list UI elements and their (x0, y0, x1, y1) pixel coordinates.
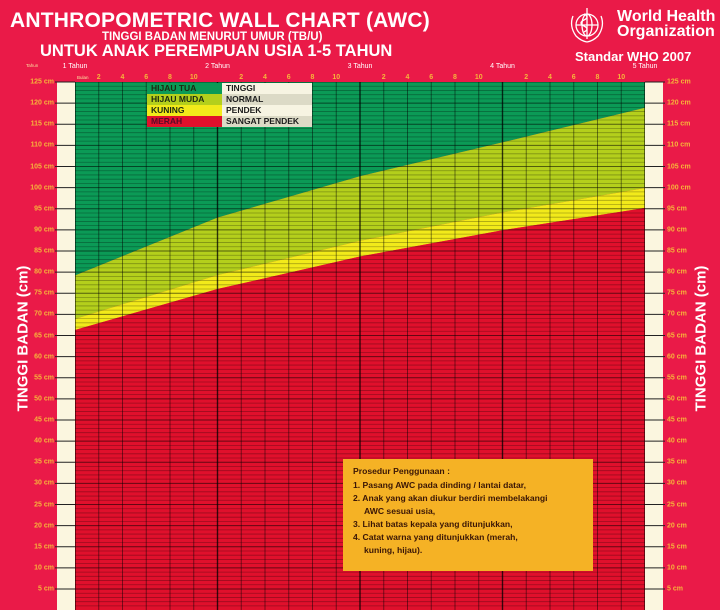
legend-row (147, 83, 312, 94)
legend-row (147, 94, 312, 105)
month-label: 10 (332, 74, 341, 81)
year-label: 1 Tahun (62, 63, 88, 70)
y-tick-label: 95 cm (34, 205, 54, 213)
color-legend (147, 83, 312, 127)
bulan-caption: Bulan (77, 75, 89, 80)
y-tick-label: 95 cm (667, 205, 687, 213)
procedure-step-1: 1. Pasang AWC pada dinding / lantai datar, (353, 480, 527, 490)
who-org-name (617, 9, 715, 39)
year-label: 4 Tahun (490, 63, 515, 70)
y-axis-title-right: TINGGI BADAN (cm) (692, 265, 710, 412)
month-label: 6 (286, 74, 291, 81)
chart-subtitle-audience: UNTUK ANAK PEREMPUAN USIA 1-5 TAHUN (40, 42, 393, 60)
y-tick-label: 100 cm (667, 184, 691, 192)
legend-meaning: NORMAL (222, 94, 312, 105)
y-tick-label: 60 cm (667, 353, 687, 361)
left-measure-strip (57, 82, 75, 610)
year-label: 2 Tahun (205, 63, 230, 70)
y-tick-label: 70 cm (34, 310, 54, 318)
y-tick-label: 110 cm (30, 141, 54, 149)
month-label: 6 (144, 74, 149, 81)
y-tick-label: 125 cm (667, 78, 691, 86)
month-label: 4 (263, 74, 267, 81)
procedure-step-2-cont: AWC sesuai usia, (364, 506, 436, 516)
y-tick-label: 40 cm (667, 437, 687, 445)
month-label: 10 (617, 74, 626, 81)
y-tick-label: 120 cm (667, 99, 691, 107)
y-tick-label: 65 cm (667, 332, 687, 339)
who-org-line2: Organization (617, 23, 715, 40)
month-label: 6 (571, 74, 576, 81)
month-label: 4 (548, 74, 552, 81)
month-label: 10 (189, 74, 198, 81)
y-tick-label: 25 cm (667, 501, 687, 508)
tahun-caption: Tahun (26, 63, 39, 68)
y-tick-label: 60 cm (34, 353, 54, 361)
y-tick-label: 90 cm (34, 226, 54, 234)
month-label: 8 (310, 74, 315, 81)
y-tick-label: 30 cm (34, 479, 54, 487)
procedure-step-2: 2. Anak yang akan diukur berdiri membelakangi (353, 493, 548, 503)
procedure-step-4-cont: kuning, hijau). (364, 545, 423, 555)
y-tick-label: 80 cm (34, 268, 54, 276)
y-tick-label: 35 cm (667, 458, 687, 466)
y-tick-label: 100 cm (30, 184, 54, 192)
year-label: 3 Tahun (347, 63, 373, 70)
who-emblem-icon (567, 6, 607, 44)
legend-color-name: KUNING (147, 105, 222, 116)
y-tick-label: 55 cm (667, 374, 687, 382)
y-tick-label: 85 cm (667, 247, 687, 255)
y-tick-label: 85 cm (34, 247, 54, 255)
who-standard-label: Standar WHO 2007 (575, 49, 692, 64)
y-tick-label: 80 cm (667, 268, 687, 276)
y-tick-label: 115 cm (667, 120, 691, 128)
y-tick-label: 15 cm (34, 543, 54, 551)
month-label: 4 (405, 74, 410, 81)
y-tick-label: 120 cm (30, 99, 54, 107)
legend-color-name: HIJAU TUA (147, 83, 222, 94)
y-tick-label: 25 cm (34, 501, 54, 508)
month-label: 4 (120, 74, 125, 81)
chart-title: ANTHROPOMETRIC WALL CHART (AWC) (10, 9, 430, 32)
legend-color-name: HIJAU MUDA (147, 94, 222, 105)
month-label: 6 (429, 74, 434, 81)
y-tick-label: 90 cm (667, 226, 687, 234)
y-tick-label: 55 cm (34, 374, 54, 382)
y-tick-label: 10 cm (667, 564, 687, 572)
y-tick-label: 45 cm (34, 416, 54, 424)
chart-subtitle: TINGGI BADAN MENURUT UMUR (TB/U) (102, 31, 323, 43)
month-label: 2 (524, 74, 529, 81)
y-tick-label: 115 cm (30, 120, 54, 128)
y-tick-label: 20 cm (34, 522, 54, 530)
month-label: 2 (239, 74, 244, 81)
y-tick-label: 50 cm (34, 395, 54, 403)
y-tick-label: 40 cm (34, 437, 54, 445)
y-tick-label: 105 cm (667, 163, 691, 170)
right-measure-strip (645, 82, 663, 610)
month-label: 8 (168, 74, 172, 81)
legend-row (147, 116, 312, 127)
year-label: 5 Tahun (632, 63, 658, 70)
y-tick-label: 5 cm (38, 585, 54, 593)
y-tick-label: 75 cm (34, 289, 54, 297)
procedure-step-4: 4. Catat warna yang ditunjukkan (merah, (353, 532, 518, 542)
procedure-step-3: 3. Lihat batas kepala yang ditunjukkan, (353, 519, 513, 529)
legend-meaning: TINGGI (222, 83, 312, 94)
y-tick-label: 110 cm (667, 141, 691, 149)
month-label: 2 (96, 74, 101, 81)
month-label: 2 (381, 74, 386, 81)
y-tick-label: 10 cm (34, 564, 54, 572)
y-tick-label: 125 cm (30, 78, 54, 86)
month-label: 8 (453, 74, 457, 81)
month-label: 10 (474, 74, 483, 81)
y-tick-label: 105 cm (30, 163, 54, 170)
y-tick-label: 70 cm (667, 310, 687, 318)
y-tick-label: 75 cm (667, 289, 687, 297)
procedure-box (343, 459, 593, 571)
y-tick-label: 45 cm (667, 416, 687, 424)
y-tick-label: 35 cm (34, 458, 54, 466)
y-tick-label: 20 cm (667, 522, 687, 530)
y-tick-label: 65 cm (34, 332, 54, 339)
legend-row (147, 105, 312, 116)
y-axis-title-left: TINGGI BADAN (cm) (14, 265, 32, 412)
legend-meaning: SANGAT PENDEK (222, 116, 312, 127)
y-tick-label: 5 cm (667, 585, 683, 593)
month-label: 8 (595, 74, 600, 81)
who-org-line1: World Health (617, 8, 716, 25)
y-tick-label: 50 cm (667, 395, 687, 403)
legend-meaning: PENDEK (222, 105, 312, 116)
legend-color-name: MERAH (147, 116, 222, 127)
y-tick-label: 15 cm (667, 543, 687, 551)
procedure-title: Prosedur Penggunaan : (353, 466, 450, 476)
y-tick-label: 30 cm (667, 479, 687, 487)
